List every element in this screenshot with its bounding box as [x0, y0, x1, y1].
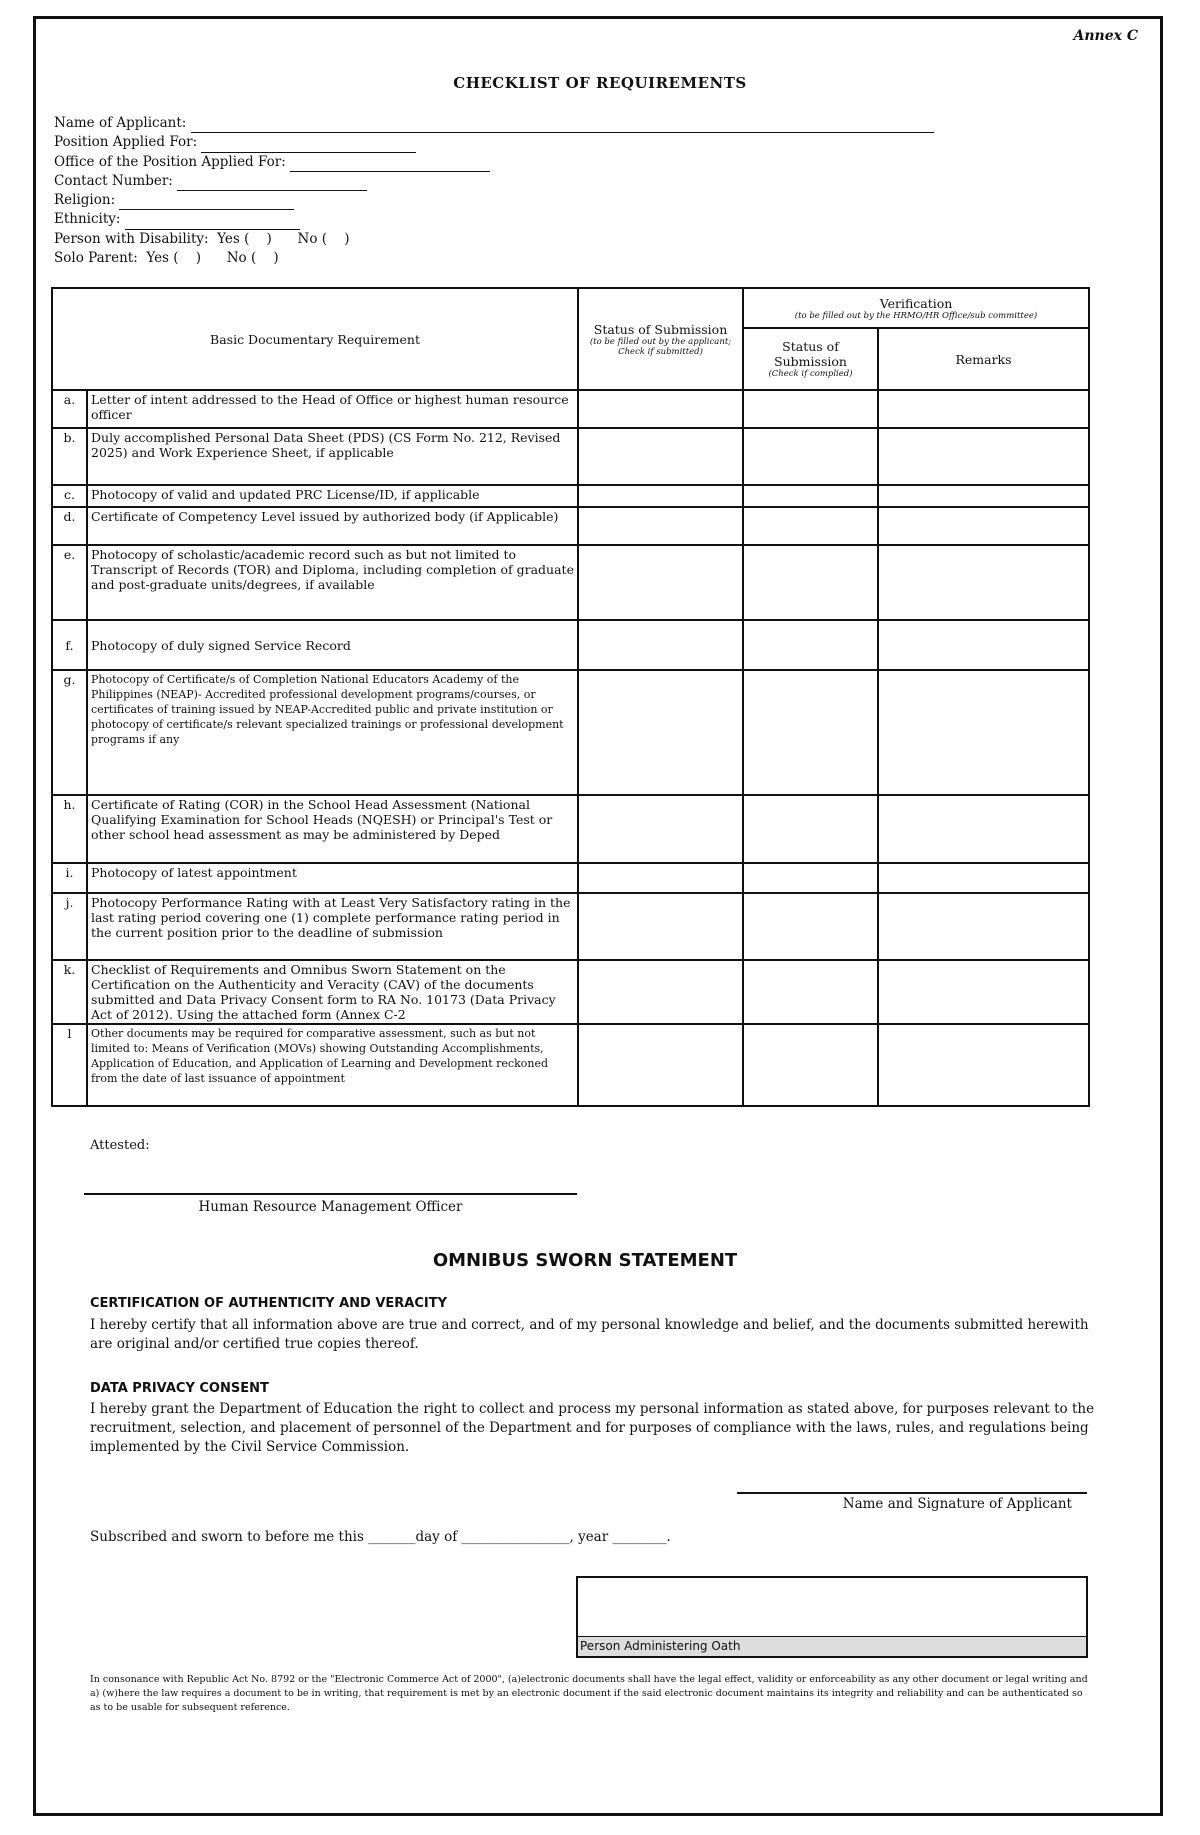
position-label: Position Applied For: — [54, 134, 198, 151]
status-cell[interactable] — [578, 960, 743, 1024]
header-verification: Verification (to be filled out by the HRMO/HR Office/sub committee) — [743, 288, 1089, 328]
name-field[interactable] — [191, 118, 934, 133]
remarks-cell[interactable] — [878, 863, 1089, 893]
oath-box-label: Person Administering Oath — [578, 1636, 1086, 1656]
contact-field[interactable] — [177, 176, 367, 191]
office-field[interactable] — [290, 157, 490, 172]
header-status: Status of Submission (to be filled out by the applicant; Check if submitted) — [578, 288, 743, 390]
remarks-cell[interactable] — [878, 428, 1089, 485]
status-cell[interactable] — [578, 670, 743, 795]
header-remarks: Remarks — [878, 328, 1089, 390]
table-row: h. Certificate of Rating (COR) in the School Head Assessment (National Qualifying Examination for School Heads (NQESH) or Principal's Test or other school head assessment as may be administered by Deped — [52, 795, 1089, 863]
header-verification-note: (to be filled out by the HRMO/HR Office/sub committee) — [794, 310, 1038, 321]
dpc-text: I hereby grant the Department of Education the right to collect and process my personal information as stated above, for purposes relevant to the recruitment, selection, and placement of personnel of the Department and for purposes of compliance with the laws, rules, and regulations being implemented by the Civil Service Commission. — [90, 1401, 1095, 1455]
status-cell[interactable] — [578, 390, 743, 428]
hrmo-signature-line[interactable] — [84, 1193, 577, 1195]
verify-cell[interactable] — [743, 390, 878, 428]
position-field[interactable] — [201, 138, 416, 153]
remarks-cell[interactable] — [878, 620, 1089, 670]
status-cell[interactable] — [578, 620, 743, 670]
office-row — [54, 153, 934, 172]
header-ver-status-note: (Check if complied) — [768, 369, 853, 379]
office-label: Office of the Position Applied For: — [54, 153, 286, 170]
verify-cell[interactable] — [743, 428, 878, 485]
ethnicity-row — [54, 210, 934, 229]
annex-label: Annex C — [1073, 28, 1138, 44]
verify-cell[interactable] — [743, 507, 878, 545]
pwd-row[interactable]: Person with Disability: Yes ( ) No ( ) — [54, 230, 350, 247]
page-title: CHECKLIST OF REQUIREMENTS — [453, 74, 747, 92]
footnote: In consonance with Republic Act No. 8792 or the "Electronic Commerce Act of 2000", (a)electronic documents shall have the legal effect, validity or enforceability as any other document or legal writing and a) (w)here the law requires a document to be in writing, that requirement is met by an electronic document if the said electronic document maintains its integrity and reliability and can be authenticated so as to be usable for subsequent reference. — [90, 1674, 1088, 1713]
oath-title: OMNIBUS SWORN STATEMENT — [432, 1250, 738, 1271]
religion-label: Religion: — [54, 192, 116, 209]
table-row: j. Photocopy Performance Rating with at Least Very Satisfactory rating in the last rating period covering one (1) complete performance rating period in the current position prior to the deadline of submission — [52, 893, 1089, 960]
remarks-cell[interactable] — [878, 507, 1089, 545]
remarks-cell[interactable] — [878, 960, 1089, 1024]
ethnicity-label: Ethnicity: — [54, 211, 121, 228]
status-cell[interactable] — [578, 795, 743, 863]
hrmo-label: Human Resource Management Officer — [198, 1199, 463, 1215]
remarks-cell[interactable] — [878, 390, 1089, 428]
remarks-cell[interactable] — [878, 795, 1089, 863]
table-row: a. Letter of intent addressed to the Head of Office or highest human resource officer — [52, 390, 1089, 428]
contact-label: Contact Number: — [54, 172, 173, 189]
oath-signature-box[interactable] — [576, 1576, 1088, 1658]
header-status-note: (to be filled out by the applicant; Check if submitted) — [589, 336, 732, 357]
status-cell[interactable] — [578, 863, 743, 893]
name-label: Name of Applicant: — [54, 115, 187, 131]
verify-cell[interactable] — [743, 863, 878, 893]
verify-cell[interactable] — [743, 893, 878, 960]
remarks-cell[interactable] — [878, 893, 1089, 960]
status-cell[interactable] — [578, 485, 743, 507]
status-cell[interactable] — [578, 893, 743, 960]
verify-cell[interactable] — [743, 795, 878, 863]
status-cell[interactable] — [578, 1024, 743, 1106]
name-row — [54, 114, 934, 133]
table-row: c. Photocopy of valid and updated PRC License/ID, if applicable — [52, 485, 1089, 507]
table-row: d. Certificate of Competency Level issued by authorized body (if Applicable) — [52, 507, 1089, 545]
status-cell[interactable] — [578, 545, 743, 620]
applicant-signature-label: Name and Signature of Applicant — [842, 1496, 1072, 1512]
applicant-signature-line[interactable] — [737, 1492, 1087, 1494]
table-row: k. Checklist of Requirements and Omnibus Sworn Statement on the Certification on the Authenticity and Veracity (CAV) of the documents submitted and Data Privacy Consent form to RA No. 10173 (Data Privacy Act of 2012). Using the attached form (Annex C-2 — [52, 960, 1089, 1024]
remarks-cell[interactable] — [878, 670, 1089, 795]
verify-cell[interactable] — [743, 485, 878, 507]
table-row: g. Photocopy of Certificate/s of Completion National Educators Academy of the Philippines (NEAP)- Accredited professional development programs/courses, or certificates of training issued by NEAP-Accredited public and private institution or photocopy of certificate/s relevant specialized trainings or professional development programs if any — [52, 670, 1089, 795]
remarks-cell[interactable] — [878, 545, 1089, 620]
table-row: b. Duly accomplished Personal Data Sheet (PDS) (CS Form No. 212, Revised 2025) and Work Experience Sheet, if applicable — [52, 428, 1089, 485]
verify-cell[interactable] — [743, 670, 878, 795]
status-cell[interactable] — [578, 428, 743, 485]
religion-field[interactable] — [119, 195, 294, 210]
dpc-heading: DATA PRIVACY CONSENT — [90, 1381, 269, 1396]
contact-row — [54, 172, 934, 191]
religion-row — [54, 191, 934, 210]
ethnicity-field[interactable] — [125, 215, 300, 230]
verify-cell[interactable] — [743, 1024, 878, 1106]
table-row: l Other documents may be required for comparative assessment, such as but not limited to: Means of Verification (MOVs) showing Outstanding Accomplishments, Application of Education, and Application of Learning and Development reckoned from the date of last issuance of appointment — [52, 1024, 1089, 1106]
remarks-cell[interactable] — [878, 1024, 1089, 1106]
position-row — [54, 133, 934, 152]
cav-heading: CERTIFICATION OF AUTHENTICITY AND VERACITY — [90, 1296, 448, 1311]
header-requirement: Basic Documentary Requirement — [52, 288, 578, 390]
remarks-cell[interactable] — [878, 485, 1089, 507]
cav-text: I hereby certify that all information above are true and correct, and of my personal knowledge and belief, and the documents submitted herewith are original and/or certified true copies thereof. — [90, 1317, 1089, 1352]
verify-cell[interactable] — [743, 545, 878, 620]
header-ver-status: Status of Submission (Check if complied) — [743, 328, 878, 390]
table-row: f. Photocopy of duly signed Service Record — [52, 620, 1089, 670]
table-row: i. Photocopy of latest appointment — [52, 863, 1089, 893]
attested-label: Attested: — [90, 1138, 150, 1153]
requirements-table — [51, 287, 1090, 1107]
verify-cell[interactable] — [743, 960, 878, 1024]
solo-parent-row[interactable]: Solo Parent: Yes ( ) No ( ) — [54, 250, 279, 267]
sworn-statement[interactable]: Subscribed and sworn to before me this _______day of ________________, year ________. — [90, 1529, 671, 1545]
status-cell[interactable] — [578, 507, 743, 545]
table-row: e. Photocopy of scholastic/academic record such as but not limited to Transcript of Records (TOR) and Diploma, including completion of graduate and post-graduate units/degrees, if available — [52, 545, 1089, 620]
verify-cell[interactable] — [743, 620, 878, 670]
applicant-info — [54, 114, 934, 268]
